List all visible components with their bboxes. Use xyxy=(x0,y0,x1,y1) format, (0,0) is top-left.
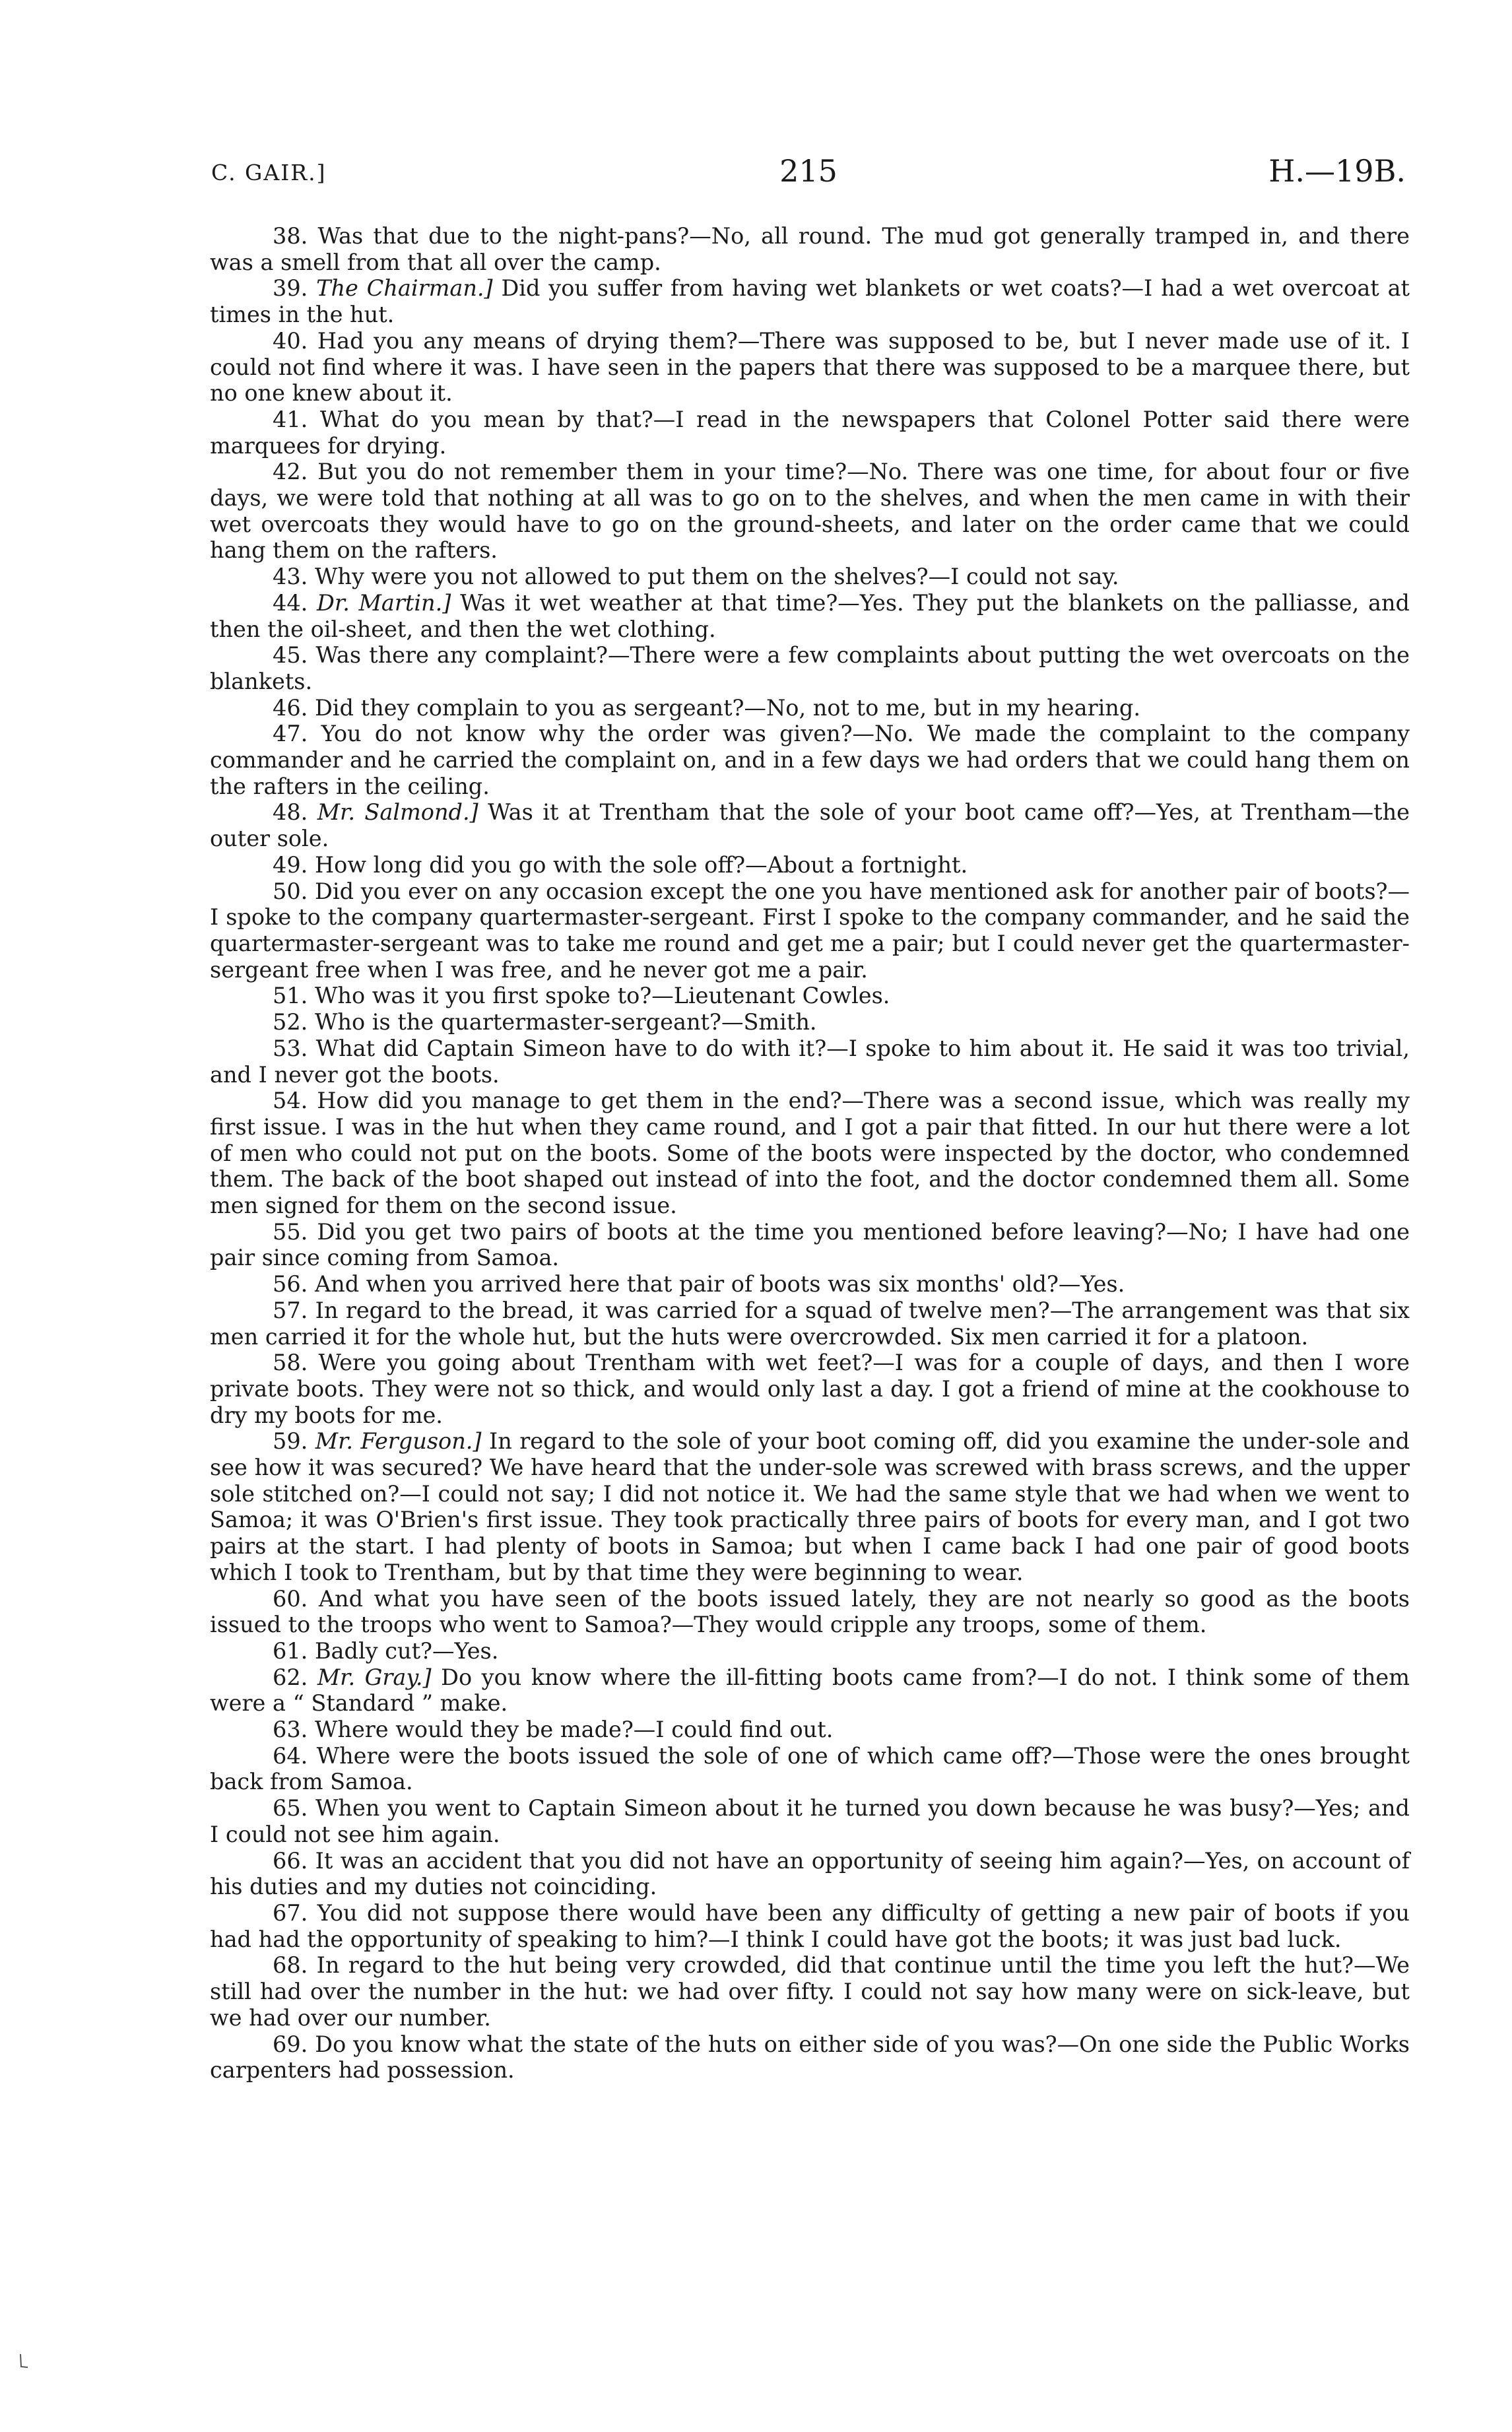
question-number: 55. xyxy=(273,1218,308,1245)
question-paragraph xyxy=(210,1743,1410,1795)
question-number: 54. xyxy=(273,1088,308,1114)
witness-name-header: C. GAIR.] xyxy=(211,160,327,185)
question-number: 43. xyxy=(273,564,308,590)
question-answer-text: Do you know what the state of the huts on either side of you was?—On one side the Public Works carpenters had possession. xyxy=(210,2031,1410,2084)
question-paragraph xyxy=(210,1638,1410,1664)
question-paragraph xyxy=(210,1035,1410,1088)
question-answer-text: Who was it you first spoke to?—Lieutenant Cowles. xyxy=(314,983,890,1009)
question-number: 51. xyxy=(273,983,308,1009)
question-paragraph xyxy=(210,642,1410,694)
question-number: 64. xyxy=(273,1742,308,1769)
question-paragraph xyxy=(210,721,1410,799)
question-number: 60. xyxy=(273,1585,308,1612)
question-paragraph xyxy=(210,1271,1410,1298)
question-answer-text: Do you know where the ill-fitting boots came from?—I do not. I think some of them were a “ Standard ” make. xyxy=(210,1664,1410,1717)
question-paragraph xyxy=(210,1664,1410,1717)
question-answer-text: You do not know why the order was given?—No. We made the complaint to the company commander and he carried the complaint on, and in a few days we had orders that we could hang them on the rafters in the ceiling. xyxy=(210,721,1410,799)
question-number: 41. xyxy=(273,406,308,432)
question-paragraph xyxy=(210,1952,1410,2031)
question-paragraph xyxy=(210,1795,1410,1847)
question-number: 61. xyxy=(273,1637,308,1664)
question-answer-text: How long did you go with the sole off?—About a fortnight. xyxy=(314,851,968,878)
question-paragraph xyxy=(210,1717,1410,1743)
question-number: 39. xyxy=(273,275,308,302)
question-number: 53. xyxy=(273,1035,308,1061)
question-number: 48. xyxy=(273,799,308,826)
page-header xyxy=(211,153,1406,199)
margin-mark-icon xyxy=(18,2353,29,2369)
question-answer-text: But you do not remember them in your time?—No. There was one time, for about four or five days, we were told that nothing at all was to go on to the shelves, and when the men came in with their wet overcoats they would have to go on the ground-sheets, and later on the order came that we could hang them on the rafters. xyxy=(210,459,1410,564)
question-answer-text: You did not suppose there would have been any difficulty of getting a new pair of boots if you had had the opportunity of speaking to him?—I think I could have got the boots; it was just bad luck. xyxy=(210,1900,1410,1952)
question-answer-text: In regard to the bread, it was carried for a squad of twelve men?—The arrangement was that six men carried it for the whole hut, but the huts were overcrowded. Six men carried it for a platoon. xyxy=(210,1297,1410,1350)
question-paragraph xyxy=(210,1848,1410,1900)
question-paragraph xyxy=(210,564,1410,590)
question-paragraph xyxy=(210,695,1410,721)
question-answer-text: Was it at Trentham that the sole of your boot came off?—Yes, at Trentham—the outer sole. xyxy=(210,799,1410,852)
question-paragraph xyxy=(210,223,1410,275)
question-number: 67. xyxy=(273,1900,308,1926)
question-answer-text: Did they complain to you as sergeant?—No, not to me, but in my hearing. xyxy=(314,694,1140,721)
question-number: 40. xyxy=(273,327,308,354)
question-number: 50. xyxy=(273,878,308,904)
question-answer-text: And what you have seen of the boots issued lately, they are not nearly so good as the boots issued to the troops who went to Samoa?—They would cripple any troops, some of them. xyxy=(210,1585,1410,1638)
question-paragraph xyxy=(210,799,1410,851)
question-answer-text: What did Captain Simeon have to do with it?—I spoke to him about it. He said it was too trivial, and I never got the boots. xyxy=(210,1035,1410,1088)
question-paragraph xyxy=(210,590,1410,642)
question-paragraph xyxy=(210,1088,1410,1219)
question-number: 69. xyxy=(273,2031,308,2057)
speaker-name: The Chairman.] xyxy=(316,275,493,302)
question-answer-text: What do you mean by that?—I read in the newspapers that Colonel Potter said there were marquees for drying. xyxy=(210,406,1410,459)
question-paragraph xyxy=(210,459,1410,564)
question-paragraph xyxy=(210,407,1410,459)
question-paragraph xyxy=(210,878,1410,983)
question-answer-text: And when you arrived here that pair of boots was six months' old?—Yes. xyxy=(314,1271,1125,1298)
question-number: 49. xyxy=(273,851,308,878)
question-number: 46. xyxy=(273,694,308,721)
question-paragraph xyxy=(210,1350,1410,1428)
question-number: 44. xyxy=(273,589,308,616)
question-answer-text: Why were you not allowed to put them on the shelves?—I could not say. xyxy=(314,564,1119,590)
question-number: 47. xyxy=(273,721,308,747)
question-answer-text: In regard to the sole of your boot coming off, did you examine the under-sole and see how it was secured? We have heard that the under-sole was screwed with brass screws, and the upper sole stitched on?—I could not say; I did not notice it. We had the same style that we had when we went to Samoa; it was O'Brien's first issue. They took practically three pairs of boots for every man, and I got two pairs at the start. I had plenty of boots in Samoa; but when I came back I had one pair of good boots which I took to Trentham, but by that time they were beginning to wear. xyxy=(210,1428,1410,1585)
question-paragraph xyxy=(210,1009,1410,1035)
question-paragraph xyxy=(210,1298,1410,1350)
question-paragraph xyxy=(210,1586,1410,1638)
question-paragraph xyxy=(210,983,1410,1009)
document-reference: H.—19B. xyxy=(1268,153,1406,189)
question-answer-text: Were you going about Trentham with wet feet?—I was for a couple of days, and then I wore private boots. They were not so thick, and would only last a day. I got a friend of mine at the cookhouse to dry my boots for me. xyxy=(210,1350,1410,1428)
question-number: 42. xyxy=(273,459,308,485)
question-answer-text: Did you get two pairs of boots at the time you mentioned before leaving?—No; I have had one pair since coming from Samoa. xyxy=(210,1218,1410,1271)
question-answer-text: Where were the boots issued the sole of one of which came off?—Those were the ones brought back from Samoa. xyxy=(210,1742,1410,1795)
question-number: 58. xyxy=(273,1350,308,1376)
question-paragraph xyxy=(210,2031,1410,2084)
question-answer-text: In regard to the hut being very crowded, did that continue until the time you left the hut?—We still had over the number in the hut: we had over fifty. I could not say how many were on sick-leave, but we had over our number. xyxy=(210,1952,1410,2031)
testimony-body xyxy=(210,223,1410,2084)
question-paragraph xyxy=(210,275,1410,327)
question-number: 45. xyxy=(273,642,308,669)
question-number: 59. xyxy=(273,1428,308,1455)
question-answer-text: How did you manage to get them in the end?—There was a second issue, which was really my first issue. I was in the hut when they came round, and I got a pair that fitted. In our hut there were a lot of men who could not put on the boots. Some of the boots were inspected by the doctor, who condemned them. The back of the boot shaped out instead of into the foot, and the doctor condemned them all. Some men signed for them on the second issue. xyxy=(210,1088,1410,1219)
question-answer-text: Was that due to the night-pans?—No, all round. The mud got generally tramped in, and there was a smell from that all over the camp. xyxy=(210,223,1410,275)
question-answer-text: Badly cut?—Yes. xyxy=(314,1637,499,1664)
question-number: 38. xyxy=(273,223,308,249)
speaker-name: Dr. Martin.] xyxy=(317,589,451,616)
question-answer-text: Did you suffer from having wet blankets or wet coats?—I had a wet overcoat at times in the hut. xyxy=(210,275,1410,328)
page-number: 215 xyxy=(779,153,838,189)
question-paragraph xyxy=(210,1428,1410,1585)
question-answer-text: It was an accident that you did not have an opportunity of seeing him again?—Yes, on account of his duties and my duties not coinciding. xyxy=(210,1847,1410,1900)
question-answer-text: Had you any means of drying them?—There was supposed to be, but I never made use of it. I could not find where it was. I have seen in the papers that there was supposed to be a marquee there, but no one knew about it. xyxy=(210,327,1410,407)
question-number: 56. xyxy=(273,1271,308,1298)
question-paragraph xyxy=(210,852,1410,878)
question-answer-text: Was it wet weather at that time?—Yes. They put the blankets on the palliasse, and then the oil-sheet, and then the wet clothing. xyxy=(210,589,1410,642)
question-paragraph xyxy=(210,1219,1410,1271)
question-number: 68. xyxy=(273,1952,308,1979)
question-number: 63. xyxy=(273,1717,308,1743)
question-number: 65. xyxy=(273,1795,308,1822)
speaker-name: Mr. Gray.] xyxy=(317,1664,432,1690)
question-answer-text: Did you ever on any occasion except the one you have mentioned ask for another pair of boots?—I spoke to the company quartermaster-sergeant. First I spoke to the company commander, and he said the quartermaster-sergeant was to take me round and get me a pair; but I could never get the quartermaster-sergeant free when I was free, and he never got me a pair. xyxy=(210,878,1410,983)
question-paragraph xyxy=(210,328,1410,407)
speaker-name: Mr. Salmond.] xyxy=(317,799,478,826)
question-answer-text: Where would they be made?—I could find out. xyxy=(314,1717,834,1743)
question-number: 62. xyxy=(273,1664,308,1690)
question-number: 52. xyxy=(273,1009,308,1035)
question-answer-text: When you went to Captain Simeon about it he turned you down because he was busy?—Yes; and I could not see him again. xyxy=(210,1795,1410,1847)
question-number: 57. xyxy=(273,1297,308,1323)
question-answer-text: Who is the quartermaster-sergeant?—Smith. xyxy=(314,1009,817,1035)
question-paragraph xyxy=(210,1900,1410,1952)
speaker-name: Mr. Ferguson.] xyxy=(315,1428,482,1455)
question-answer-text: Was there any complaint?—There were a few complaints about putting the wet overcoats on the blankets. xyxy=(210,642,1410,694)
question-number: 66. xyxy=(273,1847,308,1874)
